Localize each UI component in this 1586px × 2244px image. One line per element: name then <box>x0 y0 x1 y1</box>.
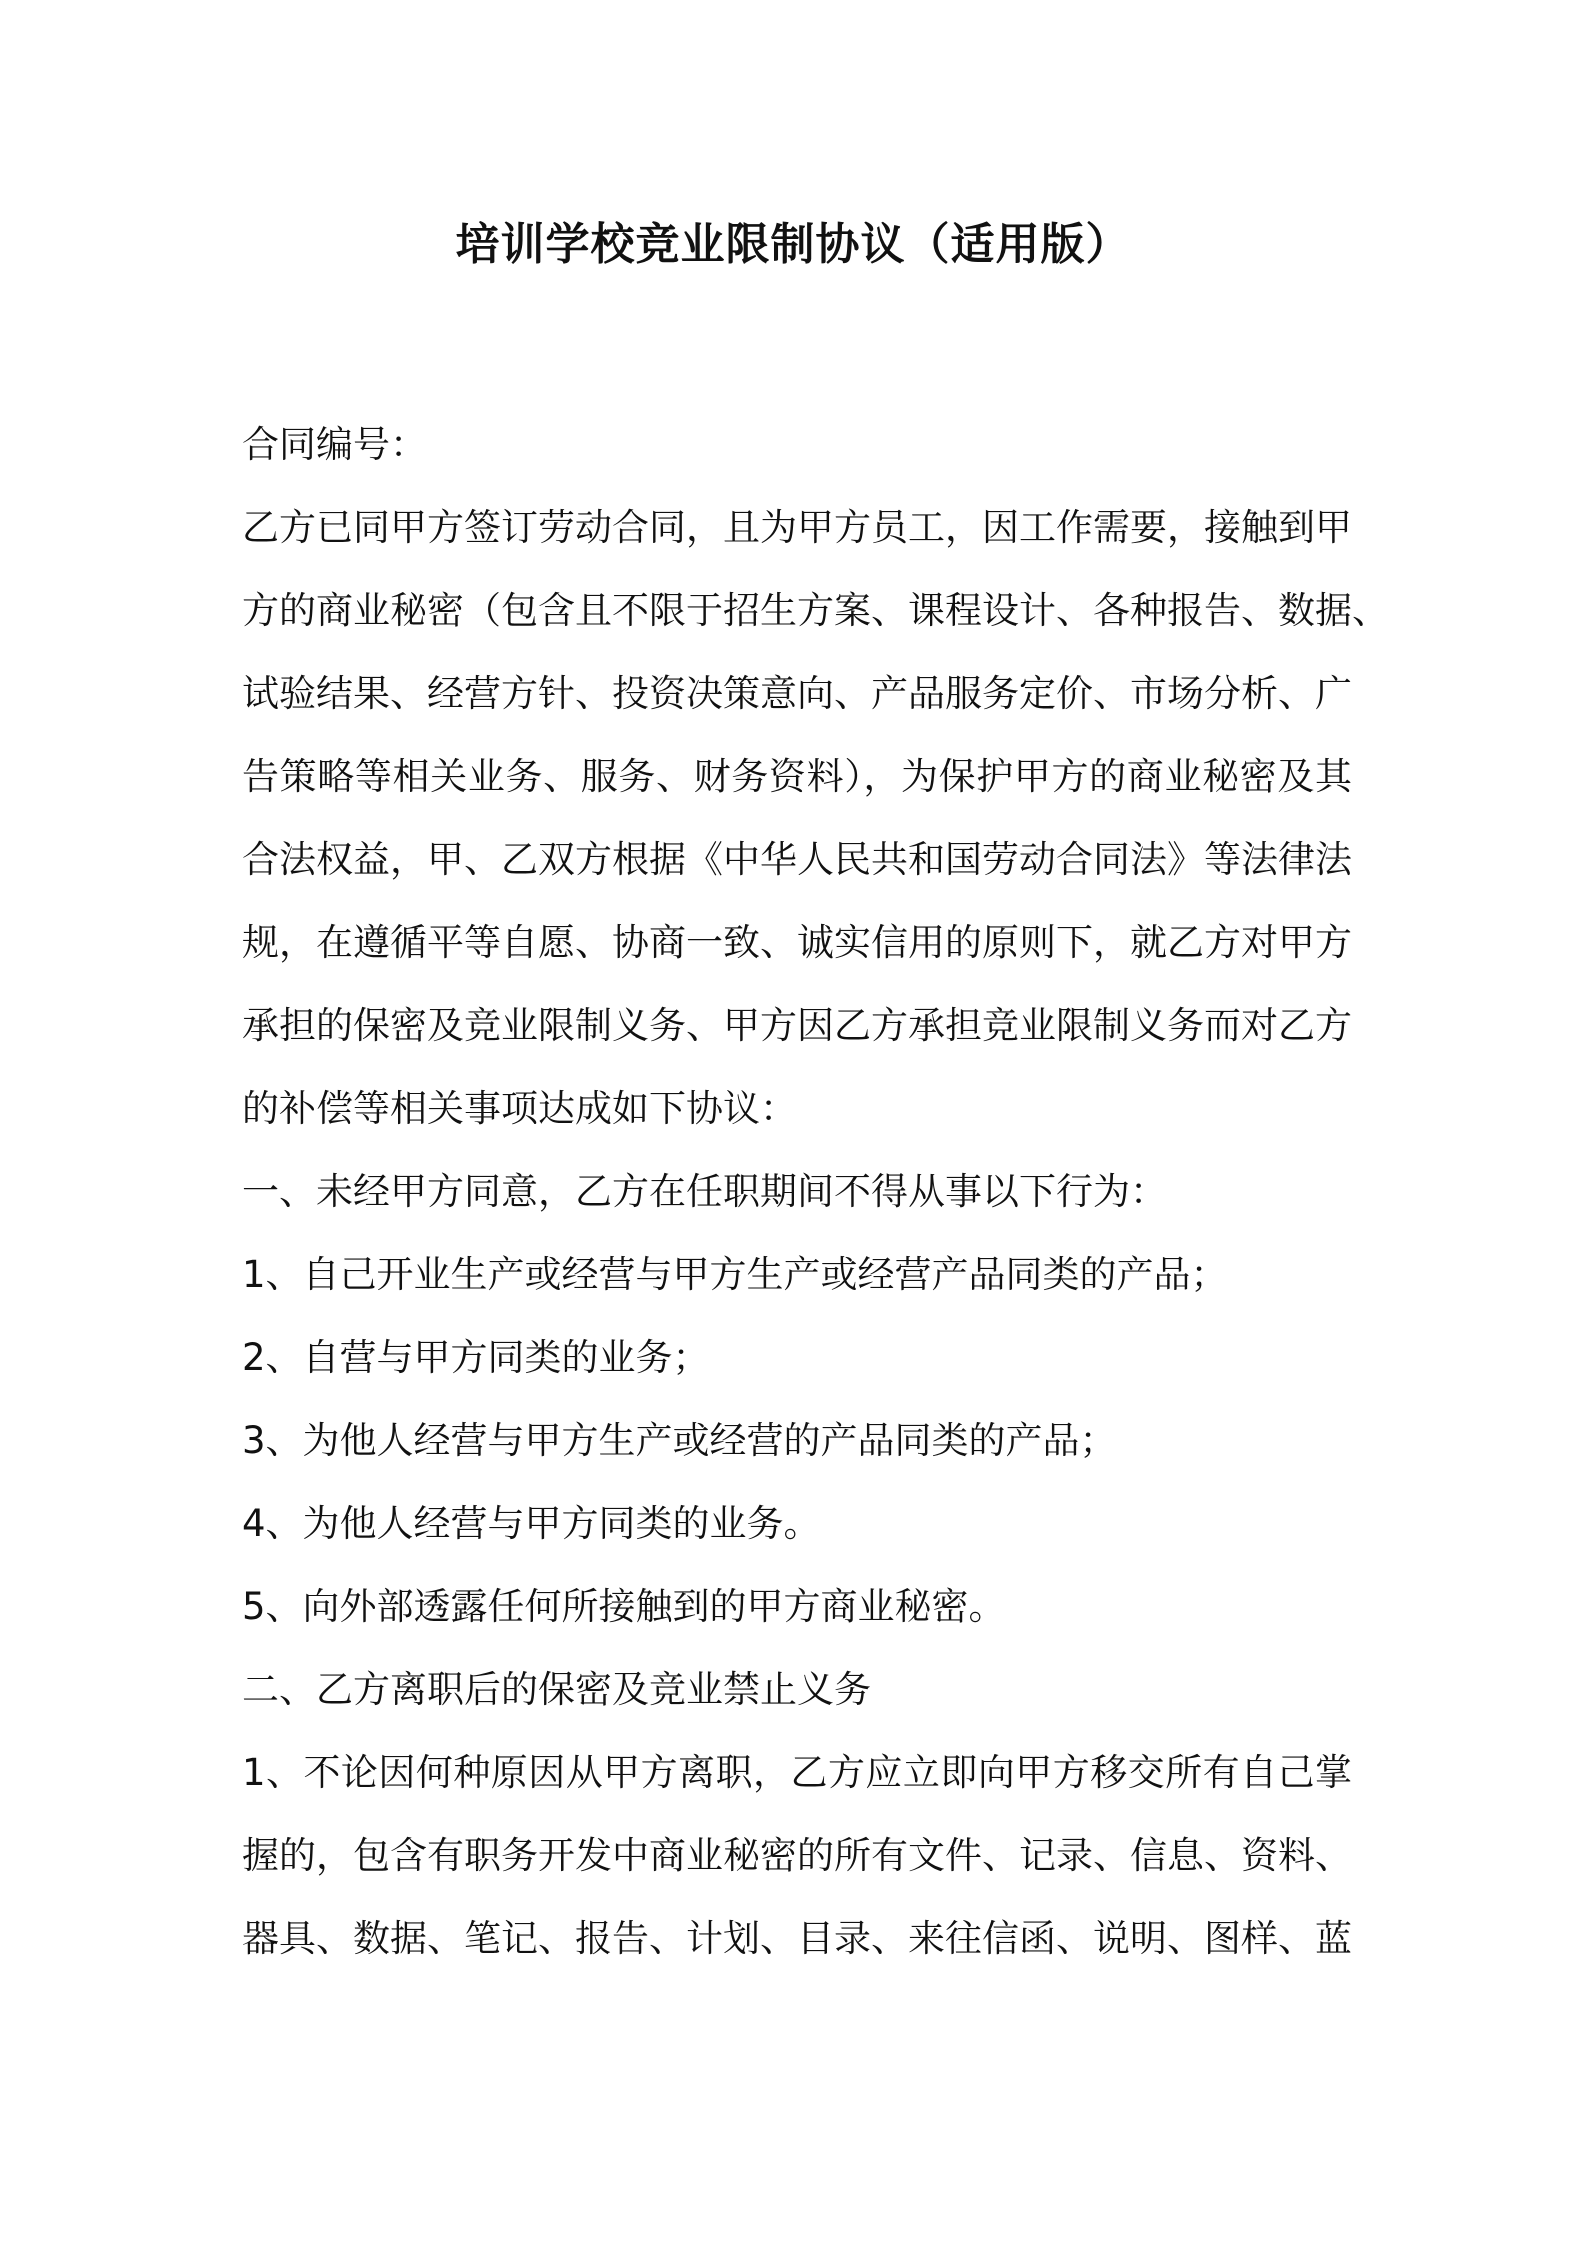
paragraph-line: 的补偿等相关事项达成如下协议： <box>242 1087 797 1130</box>
paragraph-line: 承担的保密及竞业限制义务、甲方因乙方承担竞业限制义务而对乙方 <box>242 1004 1352 1047</box>
paragraph-line: 规，在遵循平等自愿、协商一致、诚实信用的原则下，就乙方对甲方 <box>242 921 1352 964</box>
list-item: 5、向外部透露任何所接触到的甲方商业秘密。 <box>242 1585 1006 1628</box>
paragraph-line: 试验结果、经营方针、投资决策意向、产品服务定价、市场分析、广 <box>242 672 1352 715</box>
paragraph-line: 方的商业秘密（包含且不限于招生方案、课程设计、各种报告、数据、 <box>242 589 1389 632</box>
paragraph-line: 1、不论因何种原因从甲方离职，乙方应立即向甲方移交所有自己掌 <box>242 1751 1352 1794</box>
list-item: 4、为他人经营与甲方同类的业务。 <box>242 1502 821 1545</box>
paragraph-line: 握的，包含有职务开发中商业秘密的所有文件、记录、信息、资料、 <box>242 1834 1352 1877</box>
paragraph-line: 乙方已同甲方签订劳动合同，且为甲方员工，因工作需要，接触到甲 <box>242 506 1352 549</box>
section-heading: 一、未经甲方同意，乙方在任职期间不得从事以下行为： <box>242 1170 1167 1213</box>
list-item: 1、自己开业生产或经营与甲方生产或经营产品同类的产品； <box>242 1253 1228 1296</box>
list-item: 3、为他人经营与甲方生产或经营的产品同类的产品； <box>242 1419 1117 1462</box>
document-title: 培训学校竞业限制协议（适用版） <box>455 219 1131 270</box>
document-body <box>242 403 1389 1980</box>
paragraph-line: 合法权益，甲、乙双方根据《中华人民共和国劳动合同法》等法律法 <box>242 838 1352 881</box>
paragraph-line: 器具、数据、笔记、报告、计划、目录、来往信函、说明、图样、蓝 <box>242 1917 1352 1960</box>
contract-number-line: 合同编号： <box>242 423 427 466</box>
list-item: 2、自营与甲方同类的业务； <box>242 1336 710 1379</box>
paragraph-line: 告策略等相关业务、服务、财务资料），为保护甲方的商业秘密及其 <box>242 755 1352 798</box>
section-heading: 二、乙方离职后的保密及竞业禁止义务 <box>242 1668 871 1711</box>
